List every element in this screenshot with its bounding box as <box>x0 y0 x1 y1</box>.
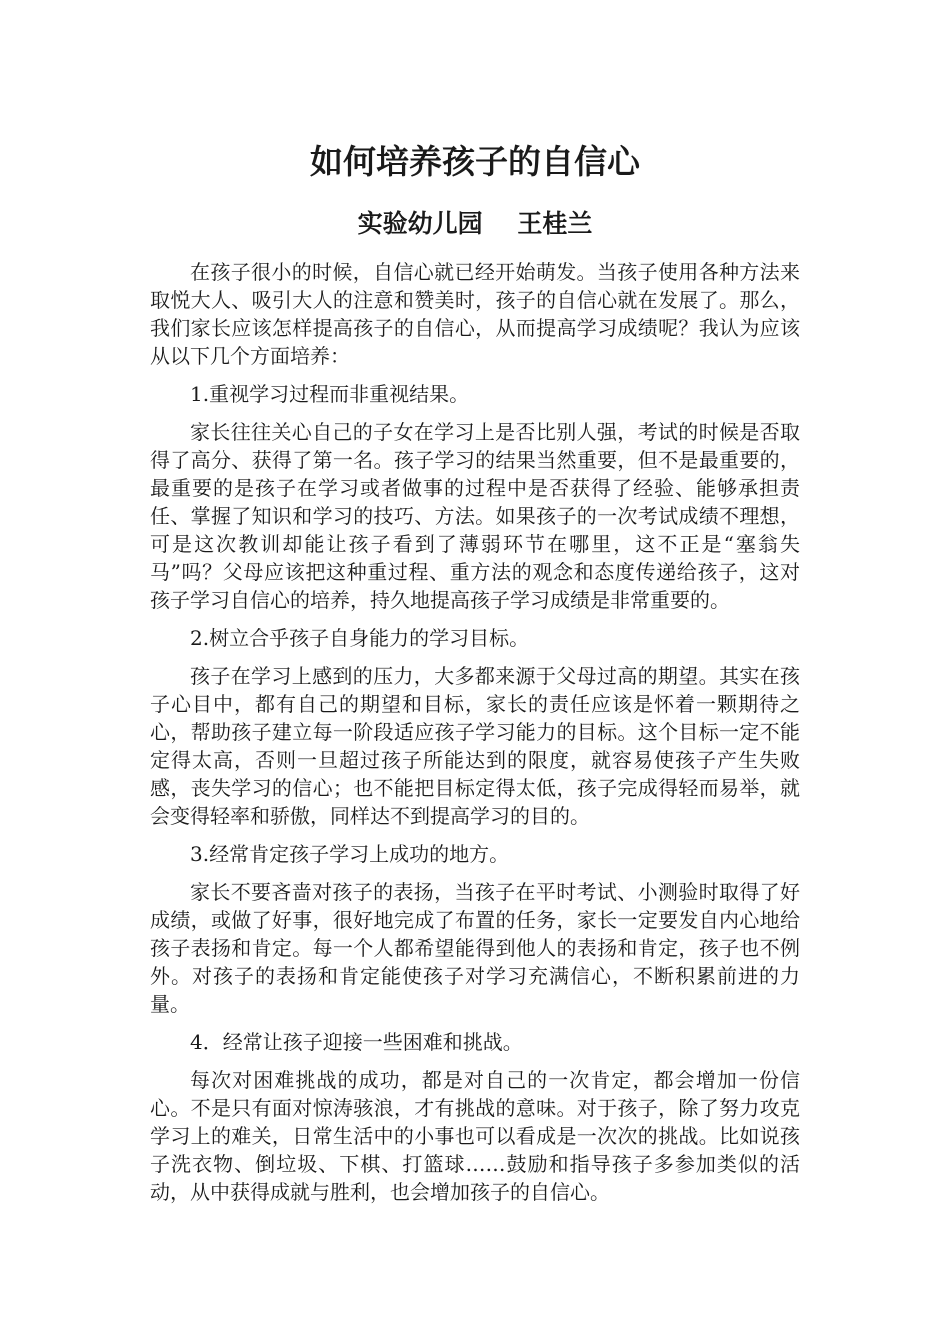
paragraph-section-3: 家长不要吝啬对孩子的表扬，当孩子在平时考试、小测验时取得了好成绩，或做了好事，很好地完成了布置的任务，家长一定要发自内心地给孩子表扬和肯定。每一个人都希望能得到他人的表扬和肯定，孩子也不例外。对孩子的表扬和肯定能使孩子对学习充满信心，不断积累前进的力量。 <box>150 880 800 1016</box>
author-line: 实验幼儿园 王桂兰 <box>357 209 593 238</box>
paragraph-section-2: 孩子在学习上感到的压力，大多都来源于父母过高的期望。其实在孩子心目中，都有自己的期望和目标，家长的责任应该是怀着一颗期待之心，帮助孩子建立每一阶段适应孩子学习能力的目标。这个目标一定不能定得太高，否则一旦超过孩子所能达到的限度，就容易使孩子产生失败感，丧失学习的信心；也不能把目标定得太低，孩子完成得轻而易举，就会变得轻率和骄傲，同样达不到提高学习的目的。 <box>150 664 800 828</box>
document-body <box>150 258 800 1216</box>
section-heading-2: 2.树立合乎孩子自身能力的学习目标。 <box>190 626 530 650</box>
section-heading-4: 4．经常让孩子迎接一些困难和挑战。 <box>190 1030 523 1054</box>
paragraph-section-4: 每次对困难挑战的成功，都是对自己的一次肯定，都会增加一份信心。不是只有面对惊涛骇浪，才有挑战的意味。对于孩子，除了努力攻克学习上的难关，日常生活中的小事也可以看成是一次次的挑战。比如说孩子洗衣物、倒垃圾、下棋、打篮球……鼓励和指导孩子多参加类似的活动，从中获得成就与胜利，也会增加孩子的自信心。 <box>150 1068 800 1204</box>
section-heading-1: 1.重视学习过程而非重视结果。 <box>190 382 470 406</box>
paragraph-section-1: 家长往往关心自己的子女在学习上是否比别人强，考试的时候是否取得了高分、获得了第一名。孩子学习的结果当然重要，但不是最重要的，最重要的是孩子在学习或者做事的过程中是否获得了经验、能够承担责任、掌握了知识和学习的技巧、方法。如果孩子的一次考试成绩不理想，可是这次教训却能让孩子看到了薄弱环节在哪里，这不正是“塞翁失马”吗？父母应该把这种重过程、重方法的观念和态度传递给孩子，这对孩子学习自信心的培养，持久地提高孩子学习成绩是非常重要的。 <box>150 420 800 612</box>
section-heading-3: 3.经常肯定孩子学习上成功的地方。 <box>190 842 510 866</box>
paragraph-intro: 在孩子很小的时候，自信心就已经开始萌发。当孩子使用各种方法来取悦大人、吸引大人的注意和赞美时，孩子的自信心就在发展了。那么，我们家长应该怎样提高孩子的自信心，从而提高学习成绩呢？我认为应该从以下几个方面培养： <box>150 260 800 368</box>
page-title: 如何培养孩子的自信心 <box>310 142 640 181</box>
